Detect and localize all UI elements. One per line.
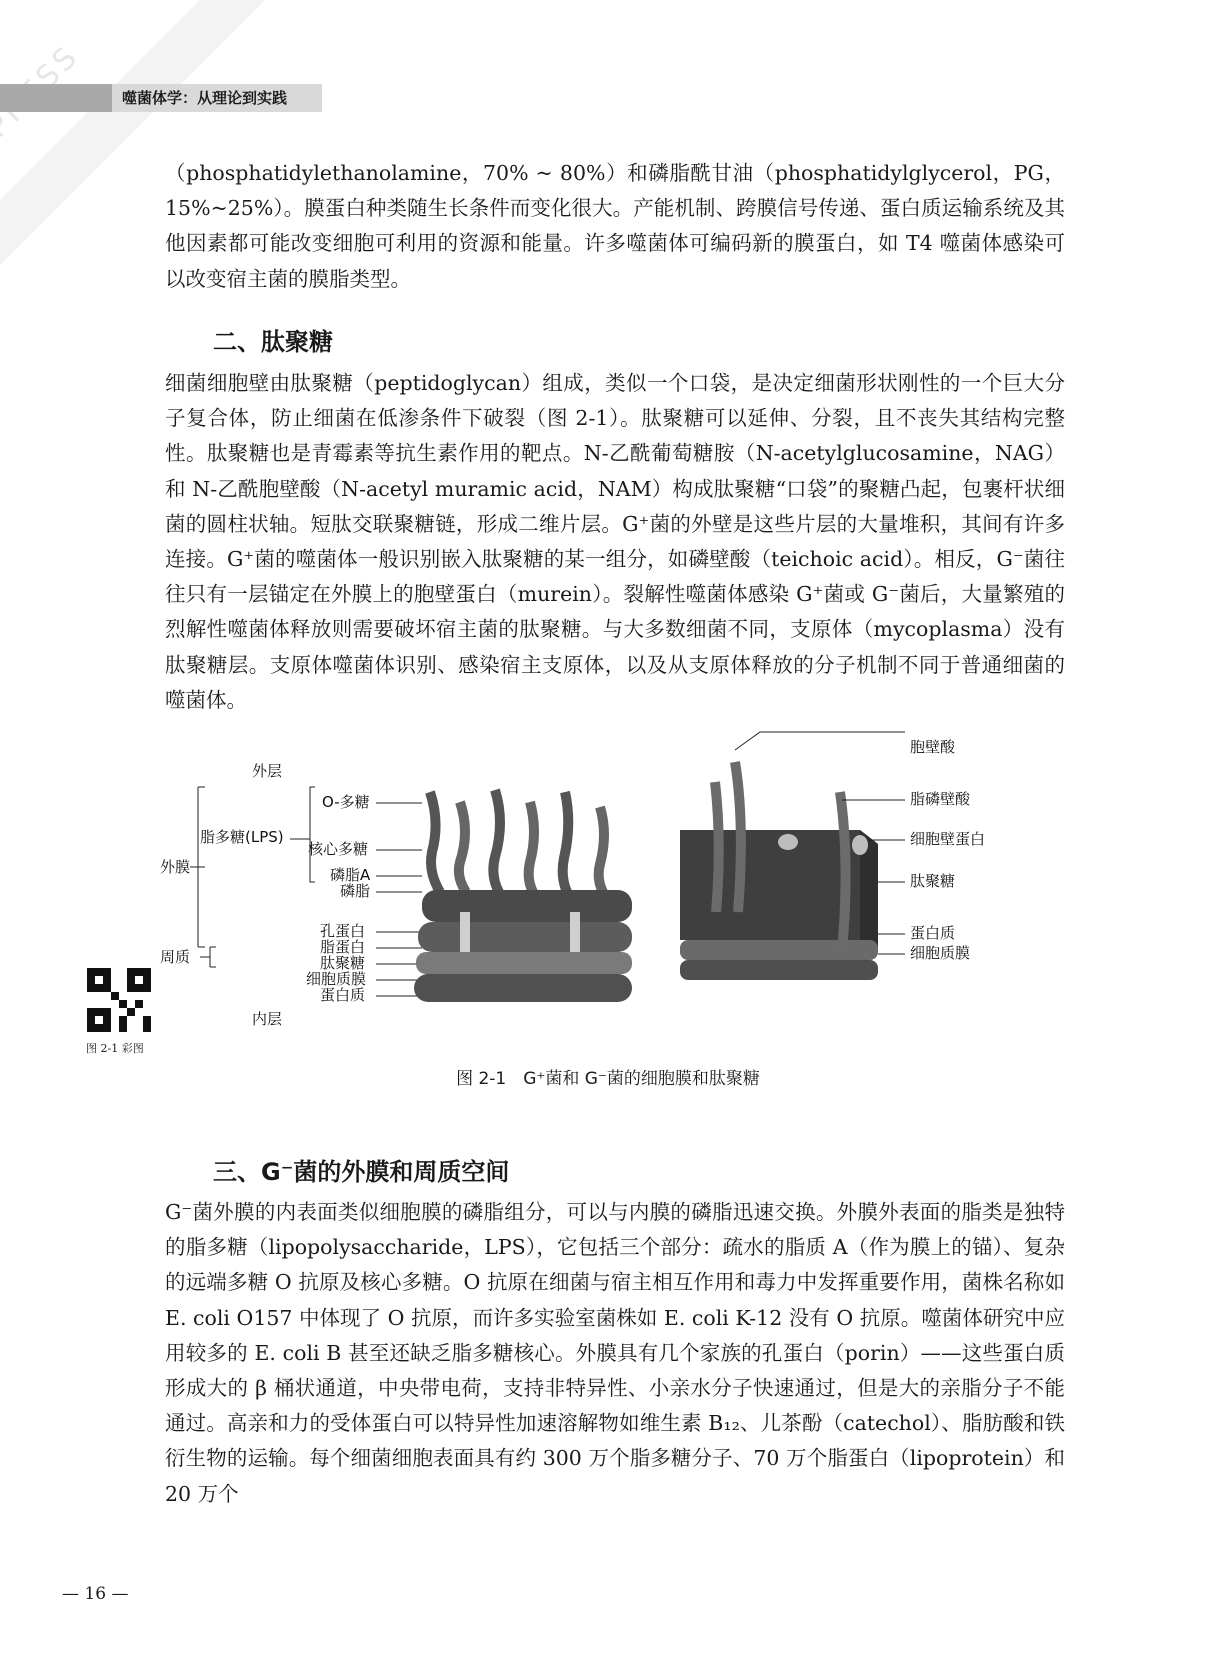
label-porin: 孔蛋白 bbox=[320, 922, 366, 940]
label-lipoteichoic-acid: 脂磷壁酸 bbox=[910, 790, 971, 808]
label-peptidoglycan-left: 肽聚糖 bbox=[320, 954, 366, 972]
qr-code-icon[interactable] bbox=[87, 968, 151, 1032]
section-heading-outer-membrane: 三、G⁻菌的外膜和周质空间 bbox=[213, 1158, 510, 1186]
paragraph-outer-membrane: G⁻菌外膜的内表面类似细胞膜的磷脂组分，可以与内膜的磷脂迅速交换。外膜外表面的脂类是独特的脂多糖（lipopolysaccharide，LPS），它包括三个部分：疏水的脂质 A（作为膜上的锚）、复杂的远端多糖 O 抗原及核心多糖。O 抗原在细菌与宿主相互作用和毒力中发挥重要作用，菌株名称如 E. coli O157 中体现了 O 抗原，而许多实验室菌株如 E. coli K-12 没有 O 抗原。噬菌体研究中应用较多的 E. coli B 甚至还缺乏脂多糖核心。外膜具有几个家族的孔蛋白（porin）——这些蛋白质形成大的 β 桶状通道，中央带电荷，支持非特异性、小亲水分子快速通过，但是大的亲脂分子不能通过。高亲和力的受体蛋白可以特异性加速溶解物如维生素 B₁₂、儿茶酚（catechol）、脂肪酸和铁衍生物的运输。每个细菌细胞表面具有约 300 万个脂多糖分子、70 万个脂蛋白（lipoprotein）和 20 万个 bbox=[165, 1200, 1065, 1506]
leader-teichoic-acid bbox=[735, 732, 905, 750]
label-cell-wall-protein: 细胞壁蛋白 bbox=[910, 830, 986, 848]
bracket-periplasm bbox=[200, 947, 216, 967]
label-peptidoglycan-right: 肽聚糖 bbox=[910, 872, 956, 890]
label-outer-membrane: 外膜 bbox=[160, 858, 191, 876]
figure-cell-envelope bbox=[160, 738, 1080, 1052]
label-phospholipid: 磷脂 bbox=[340, 882, 371, 900]
paragraph-peptidoglycan: 细菌细胞壁由肽聚糖（peptidoglycan）组成，类似一个口袋，是决定细菌形状刚性的一个巨大分子复合体，防止细菌在低渗条件下破裂（图 2-1）。肽聚糖可以延伸、分裂，且不丧失其结构完整性。肽聚糖也是青霉素等抗生素作用的靶点。N-乙酰葡萄糖胺（N-acetylglucosamine，NAG）和 N-乙酰胞壁酸（N-acetyl muramic acid，NAM）构成肽聚糖“口袋”的聚糖凸起，包裹杆状细菌的圆柱状轴。短肽交联聚糖链，形成二维片层。G⁺菌的外壁是这些片层的大量堆积，其间有许多连接。G⁺菌的噬菌体一般识别嵌入肽聚糖的某一组分，如磷壁酸（teichoic acid）。相反，G⁻菌往往只有一层锚定在外膜上的胞壁蛋白（murein）。裂解性噬菌体感染 G⁺菌或 G⁻菌后，大量繁殖的烈解性噬菌体释放则需要破坏宿主菌的肽聚糖。与大多数细菌不同，支原体（mycoplasma）没有肽聚糖层。支原体噬菌体识别、感染宿主支原体，以及从支原体释放的分子机制不同于普通细菌的噬菌体。 bbox=[165, 371, 1065, 712]
bracket-lps bbox=[310, 787, 315, 882]
label-protein-left: 蛋白质 bbox=[320, 986, 366, 1004]
figure-caption: 图 2-1 G⁺菌和 G⁻菌的细胞膜和肽聚糖 bbox=[456, 1069, 760, 1089]
label-protein-right: 蛋白质 bbox=[910, 924, 956, 942]
running-title: 噬菌体学：从理论到实践 bbox=[112, 84, 322, 112]
page-number: — 16 — bbox=[62, 1584, 129, 1604]
label-lipoprotein: 脂蛋白 bbox=[320, 938, 366, 956]
gram-positive-block bbox=[680, 762, 878, 980]
section-heading-peptidoglycan: 二、肽聚糖 bbox=[213, 328, 333, 356]
label-outer-layer: 外层 bbox=[252, 762, 283, 780]
label-lipid-a: 磷脂A bbox=[330, 866, 371, 884]
cell-envelope-diagram bbox=[160, 738, 1080, 1052]
lps-chains bbox=[430, 790, 604, 894]
label-teichoic-acid: 胞壁酸 bbox=[910, 738, 956, 756]
label-o-polysaccharide: O-多糖 bbox=[322, 793, 370, 811]
label-cytoplasmic-membrane-right: 细胞质膜 bbox=[910, 944, 971, 962]
label-cytoplasmic-membrane-left: 细胞质膜 bbox=[306, 970, 367, 988]
label-inner-layer: 内层 bbox=[252, 1010, 283, 1028]
qr-caption: 图 2-1 彩图 bbox=[86, 1042, 144, 1055]
label-core-polysaccharide: 核心多糖 bbox=[308, 840, 369, 858]
membrane-layers bbox=[414, 890, 632, 1002]
label-lps: 脂多糖(LPS) bbox=[200, 828, 284, 846]
label-periplasm: 周质 bbox=[160, 948, 191, 966]
paragraph-membrane-lipids: （phosphatidylethanolamine，70% ~ 80%）和磷脂酰甘油（phosphatidylglycerol，PG，15%~25%）。膜蛋白种类随生长条件而变化很大。产能机制、跨膜信号传递、蛋白质运输系统及其他因素都可能改变细胞可利用的资源和能量。许多噬菌体可编码新的膜蛋白，如 T4 噬菌体感染可以改变宿主菌的膜脂类型。 bbox=[165, 161, 1065, 291]
bracket-outer-membrane bbox=[198, 787, 205, 947]
header-bar bbox=[0, 84, 112, 112]
